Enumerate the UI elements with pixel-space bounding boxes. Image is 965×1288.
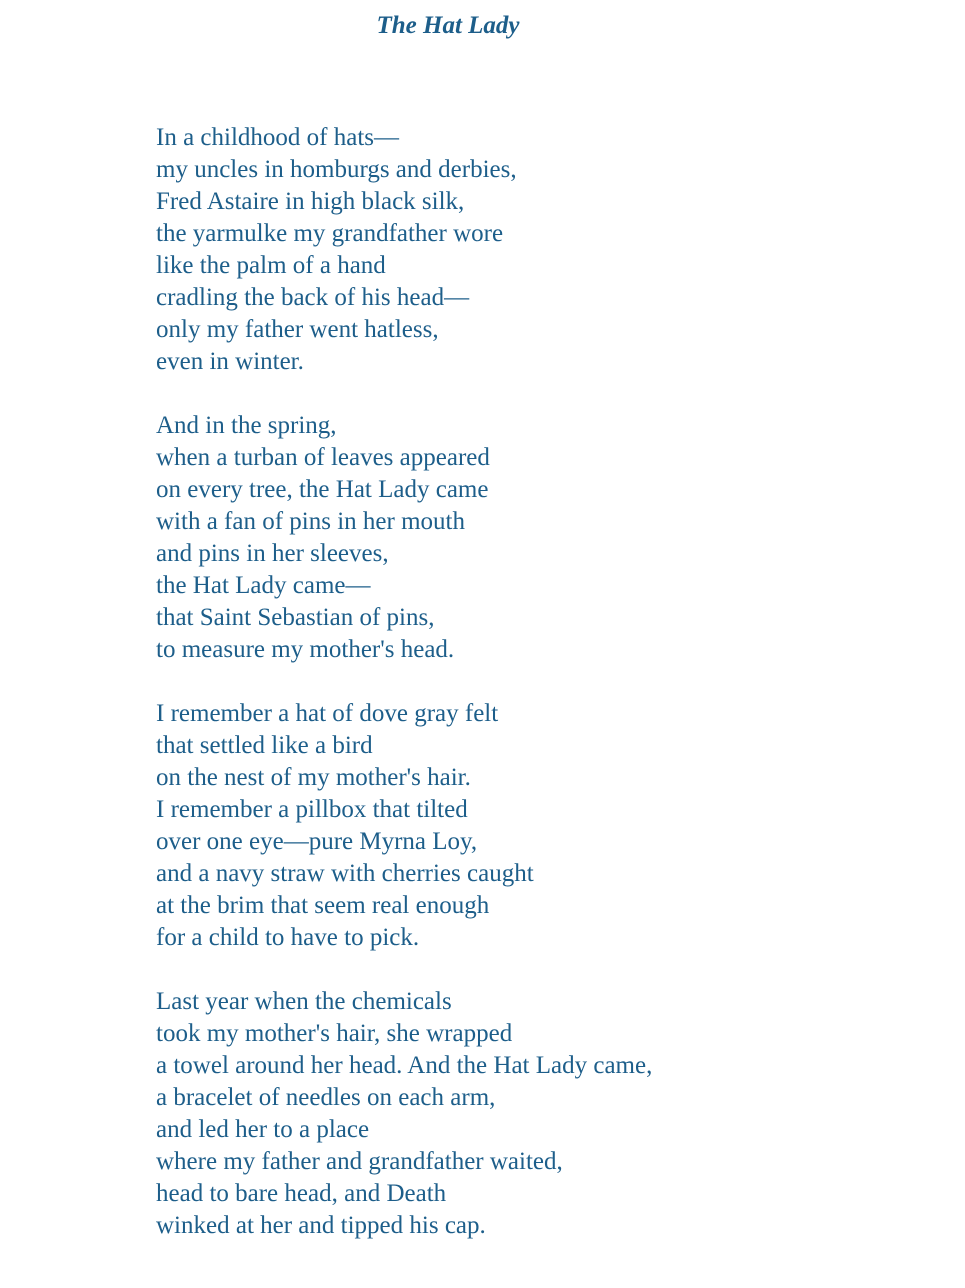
poem-line: I remember a hat of dove gray felt (156, 700, 499, 727)
poem-line: when a turban of leaves appeared (156, 444, 490, 471)
poem-line: a towel around her head. And the Hat Lady came, (156, 1052, 653, 1079)
poem-line: even in winter. (156, 348, 304, 375)
poem-line: with a fan of pins in her mouth (156, 508, 465, 535)
poem-line: In a childhood of hats— (156, 124, 400, 151)
poem-title: The Hat Lady (376, 12, 520, 39)
poem-line: only my father went hatless, (156, 316, 439, 343)
poem-line: Fred Astaire in high black silk, (156, 188, 465, 215)
poem-line: a bracelet of needles on each arm, (156, 1084, 496, 1111)
stanza-1 (156, 122, 652, 378)
poem-line: and pins in her sleeves, (156, 540, 389, 567)
poem-line: and a navy straw with cherries caught (156, 860, 534, 887)
poem-line: like the palm of a hand (156, 252, 386, 279)
poem-line: winked at her and tipped his cap. (156, 1212, 486, 1239)
poem-line: that settled like a bird (156, 732, 373, 759)
poem-line: at the brim that seem real enough (156, 892, 490, 919)
poem-line: on every tree, the Hat Lady came (156, 476, 489, 503)
poem-line: my uncles in homburgs and derbies, (156, 156, 517, 183)
poem-line: where my father and grandfather waited, (156, 1148, 563, 1175)
poem-line: the Hat Lady came— (156, 572, 371, 599)
poem-line: and led her to a place (156, 1116, 370, 1143)
poem-line: And in the spring, (156, 412, 337, 439)
stanza-4 (156, 986, 652, 1242)
poem-line: on the nest of my mother's hair. (156, 764, 471, 791)
poem-line: for a child to have to pick. (156, 924, 420, 951)
poem-line: that Saint Sebastian of pins, (156, 604, 435, 631)
stanza-2 (156, 410, 652, 666)
poem-line: the yarmulke my grandfather wore (156, 220, 504, 247)
poem-line: over one eye—pure Myrna Loy, (156, 828, 478, 855)
poem-line: to measure my mother's head. (156, 636, 455, 663)
poem-body (156, 122, 652, 1274)
poem-line: cradling the back of his head— (156, 284, 470, 311)
poem-line: I remember a pillbox that tilted (156, 796, 468, 823)
stanza-3 (156, 698, 652, 954)
poem-line: head to bare head, and Death (156, 1180, 447, 1207)
poem-line: took my mother's hair, she wrapped (156, 1020, 513, 1047)
poem-line: Last year when the chemicals (156, 988, 452, 1015)
